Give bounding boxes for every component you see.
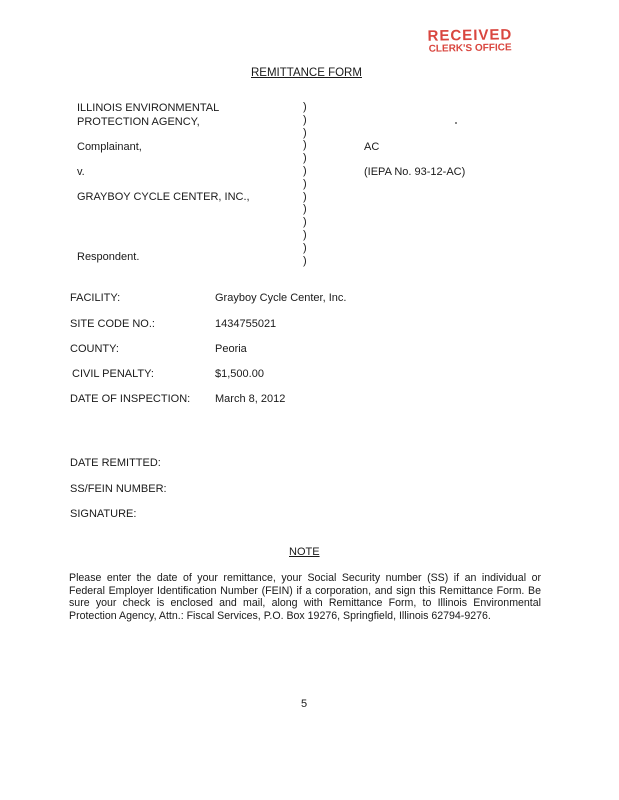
ss-fein-number-field[interactable]: SS/FEIN NUMBER:: [70, 483, 167, 495]
civil-penalty-value: $1,500.00: [215, 368, 264, 380]
page-number: 5: [301, 698, 308, 710]
county-value: Peoria: [215, 343, 247, 355]
received-stamp: [418, 27, 522, 55]
inspection-date-label: DATE OF INSPECTION:: [70, 393, 191, 405]
inspection-date-value: March 8, 2012: [215, 393, 286, 405]
county-label: COUNTY:: [70, 343, 119, 355]
civil-penalty-label: CIVIL PENALTY:: [72, 368, 154, 380]
case-type: AC: [364, 141, 380, 153]
date-remitted-field[interactable]: DATE REMITTED:: [70, 457, 161, 469]
complainant-name-line-2: PROTECTION AGENCY,: [77, 116, 200, 128]
complainant-label: Complainant,: [77, 141, 142, 153]
site-code-value: 1434755021: [215, 318, 277, 330]
stamp-line-1: RECEIVED: [427, 26, 513, 45]
respondent-label: Respondent.: [77, 251, 140, 263]
case-number: (IEPA No. 93-12-AC): [364, 166, 466, 178]
signature-field[interactable]: SIGNATURE:: [70, 508, 137, 520]
note-body: Please enter the date of your remittance, your Social Security number (SS) if an individual or Federal Employer Identification Number (FEIN) if a corporation, and sign this Remittance Form. Be sure your check is enclosed and mail, along with Remittance Form, to Illinois Environmental Protection Agency, Attn.: Fiscal Services, P.O. Box 19276, Springfield, Illinois 62794-9276.: [69, 572, 541, 622]
caption-bracket: ) ) ) ) ) ) ) ) ) ) ) ) ): [303, 101, 307, 267]
versus-label: v.: [77, 166, 85, 178]
scan-speck: [455, 122, 457, 124]
facility-label: FACILITY:: [70, 292, 121, 304]
page-title: REMITTANCE FORM: [251, 67, 362, 79]
facility-value: Grayboy Cycle Center, Inc.: [215, 292, 347, 304]
complainant-name-line-1: ILLINOIS ENVIRONMENTAL: [77, 102, 220, 114]
site-code-label: SITE CODE NO.:: [70, 318, 155, 330]
stamp-line-2: CLERK'S OFFICE: [428, 42, 512, 55]
note-heading: NOTE: [289, 546, 320, 558]
respondent-name: GRAYBOY CYCLE CENTER, INC.,: [77, 191, 250, 203]
